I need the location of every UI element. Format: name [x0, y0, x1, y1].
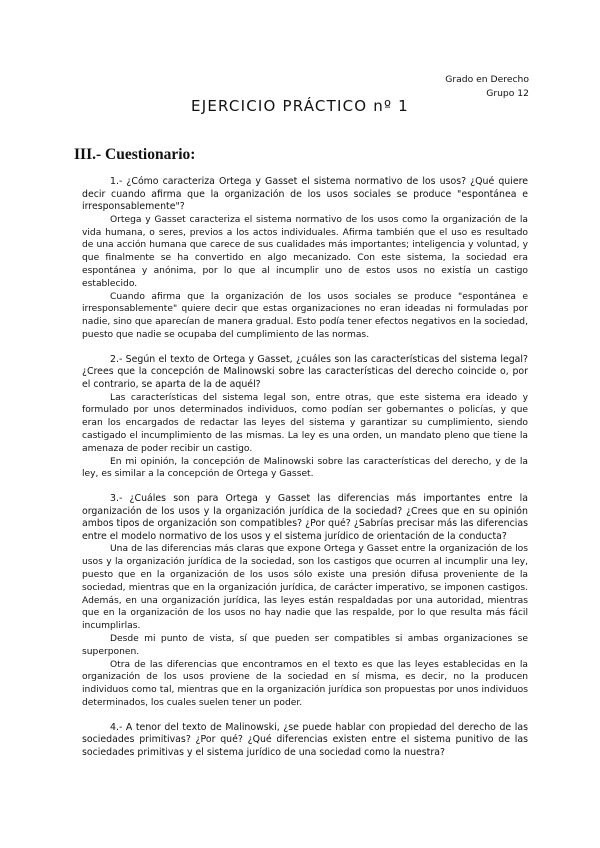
- answer-1-paragraph-1: Ortega y Gasset caracteriza el sistema normativo de los usos como la organización de la vida humana, o seres, previos a los actos individuales. Afirma también que el uso es resultado de una acción humana que carece de sus cualidades más importantes; inteligencia y voluntad, y que finalmente se ha convertido en algo mecanizado. Con este sistema, la sociedad era espontánea y anónima, por lo que al incumplir uno de estos usos no existía un castigo establecido.: [82, 214, 528, 289]
- question-1: 1.- ¿Cómo caracteriza Ortega y Gasset el sistema normativo de los usos? ¿Qué quiere decir cuando afirma que la organización de los usos sociales se produce "espontánea e irresponsablemente"?: [82, 176, 528, 213]
- page-title: EJERCICIO PRÁCTICO nº 1: [191, 97, 409, 115]
- header-group: Grupo 12: [486, 88, 529, 99]
- question-2: 2.- Según el texto de Ortega y Gasset, ¿cuáles son las características del sistema legal? ¿Crees que la concepción de Malinowski sobre las características del derecho coincide o, por el contrario, se aparta de la de aquél?: [82, 353, 528, 390]
- answer-3-paragraph-3: Otra de las diferencias que encontramos en el texto es que las leyes establecidas en la organización de los usos proviene de la sociedad en sí misma, es decir, no la producen individuos como tal, mientras que en la organización jurídica son propuestas por unos individuos determinados, los cuales suelen tener un poder.: [82, 659, 528, 709]
- question-3: 3.- ¿Cuáles son para Ortega y Gasset las diferencias más importantes entre la organización de los usos y la organización jurídica de la sociedad? ¿Crees que en su opinión ambos tipos de organización son compatibles? ¿Por qué? ¿Sabrías precisar más las diferencias entre el modelo normativo de los usos y el sistema jurídico de orientación de la conducta?: [82, 493, 528, 542]
- section-title: III.- Cuestionario:: [74, 146, 196, 163]
- question-4: 4.- A tenor del texto de Malinowski, ¿se puede hablar con propiedad del derecho de las sociedades primitivas? ¿Por qué? ¿Qué diferencias existen entre el sistema punitivo de las sociedades primitivas y el sistema jurídico de una sociedad como la nuestra?: [82, 721, 528, 759]
- answer-2-paragraph-1: Las características del sistema legal son, entre otras, que este sistema era ideado y formulado por unos determinados individuos, como podían ser gobernantes o policías, y que eran los encargados de redactar las leyes del sistema y garantizar su cumplimiento, siendo castigado el incumplimiento de las mismas. La ley es una orden, un mandato pleno que tiene la amenaza de poder recibir un castigo.: [82, 392, 528, 454]
- answer-3-paragraph-1: Una de las diferencias más claras que expone Ortega y Gasset entre la organización de los usos y la organización jurídica de la sociedad, son los castigos que ocurren al incumplir una ley, puesto que en la organización de los usos sólo existe una presión difusa proveniente de la sociedad, mientras que en la organización jurídica, de carácter imperativo, se imponen castigos. Además, en una organización jurídica, las leyes están respaldadas por una autoridad, mientras que en la organización de los usos no hay nadie que las respalde, por lo que resulta más fácil incumplirlas.: [82, 544, 528, 632]
- header-degree: Grado en Derecho: [445, 74, 529, 85]
- document-body: [82, 176, 528, 760]
- answer-3-paragraph-2: Desde mi punto de vista, sí que pueden ser compatibles si ambas organizaciones se superponen.: [82, 634, 528, 657]
- answer-1-paragraph-2: Cuando afirma que la organización de los usos sociales se produce "espontánea e irresponsablemente" quiere decir que estas organizaciones no eran ideadas ni formuladas por nadie, sino que aparecían de manera gradual. Esto podía tener efectos negativos en la sociedad, puesto que nadie se ocupaba del cumplimiento de las normas.: [82, 291, 528, 340]
- answer-2-paragraph-2: En mi opinión, la concepción de Malinowski sobre las características del derecho, y de la ley, es similar a la concepción de Ortega y Gasset.: [82, 456, 528, 480]
